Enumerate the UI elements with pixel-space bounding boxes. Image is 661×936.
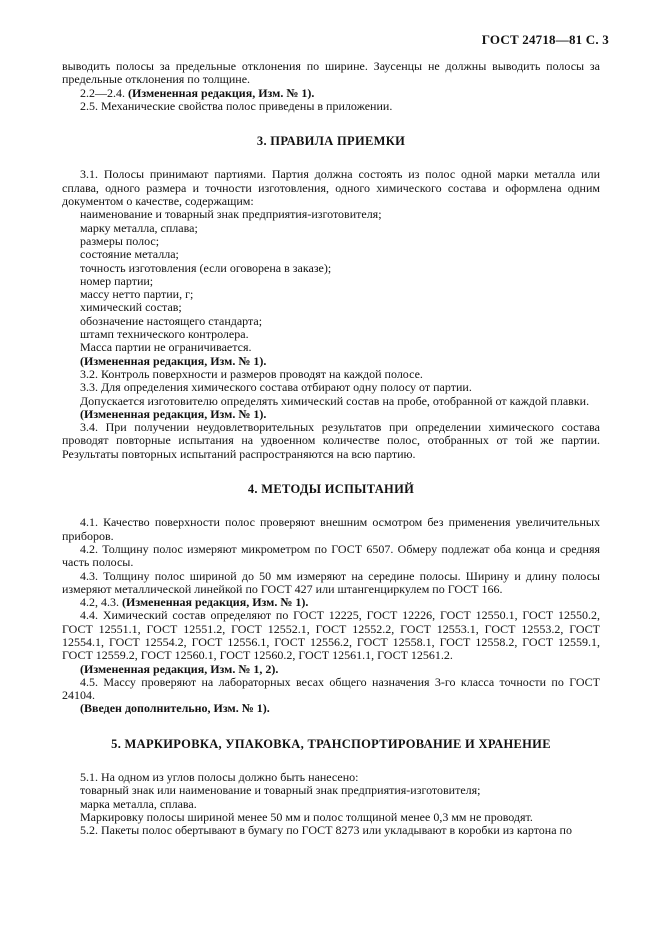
amendment-note: (Измененная редакция, Изм. № 1, 2).: [80, 661, 279, 676]
paragraph-5-1: 5.1. На одном из углов полосы должно быть нанесено:: [80, 770, 359, 785]
list-item: массу нетто партии, г;: [80, 287, 194, 302]
section-4-heading: 4. МЕТОДЫ ИСПЫТАНИЙ: [247, 482, 415, 497]
paragraph-5-1-a: товарный знак или наименование и товарный знак предприятия-изготовителя;: [80, 783, 481, 798]
amendment-note: (Измененная редакция, Изм. № 1).: [128, 85, 315, 100]
paragraph-5-1-b: марка металла, сплава.: [80, 796, 197, 811]
amendment-note: (Измененная редакция, Изм. № 1).: [122, 595, 309, 610]
page-header: ГОСТ 24718—81 С. 3: [481, 32, 609, 47]
paragraph-2-2: 2.2—2.4. (Измененная редакция, Изм. № 1).: [80, 85, 315, 100]
list-item: состояние металла;: [80, 247, 179, 262]
document-body: [62, 60, 600, 838]
list-item: наименование и товарный знак предприятия-изготовителя;: [80, 207, 382, 222]
paragraph-mass: Масса партии не ограничивается.: [80, 340, 252, 355]
list-item: размеры полос;: [80, 233, 160, 248]
paragraph-4-2: 4.2. Толщину полос измеряют микрометром по ГОСТ 6507. Обмеру подлежат оба конца и средняя часть полосы.: [62, 541, 600, 570]
paragraph-3-2: 3.2. Контроль поверхности и размеров проводят на каждой полосе.: [80, 366, 423, 381]
paragraph-4-5: 4.5. Массу проверяют на лабораторных весах общего назначения 3-го класса точности по ГОСТ 24104.: [62, 674, 600, 703]
list-item: марку металла, сплава;: [80, 220, 198, 235]
amendment-note: (Введен дополнительно, Изм. № 1).: [80, 701, 270, 716]
paragraph-3-3-b: Допускается изготовителю определять химический состав на пробе, отобранной от каждой плавки.: [80, 393, 590, 408]
paragraph-3-1: 3.1. Полосы принимают партиями. Партия должна состоять из полос одной марки металла или сплава, одного размера и точности изготовления, одного химического состава и оформлена одним документом о качестве, содержащим:: [62, 167, 600, 209]
list-item: точность изготовления (если оговорена в заказе);: [80, 260, 332, 275]
list-item: штамп технического контролера.: [80, 327, 249, 342]
amendment-note: (Измененная редакция, Изм. № 1).: [80, 406, 267, 421]
paragraph-5-2: 5.2. Пакеты полос обертывают в бумагу по ГОСТ 8273 или укладывают в коробки из картона по: [80, 823, 572, 838]
list-item: химический состав;: [80, 300, 182, 315]
paragraph-3-3: 3.3. Для определения химического состава отбирают одну полосу от партии.: [80, 380, 472, 395]
paragraph-4-1: 4.1. Качество поверхности полос проверяют внешним осмотром без применения увеличительных приборов.: [62, 515, 600, 543]
list-item: номер партии;: [80, 273, 154, 288]
paragraph-5-1-c: Маркировку полосы шириной менее 50 мм и полос толщиной менее 0,3 мм не проводят.: [80, 809, 533, 824]
section-5-heading: 5. МАРКИРОВКА, УПАКОВКА, ТРАНСПОРТИРОВАНИЕ И ХРАНЕНИЕ: [111, 736, 551, 751]
paragraph-4-4: 4.4. Химический состав определяют по ГОСТ 12225, ГОСТ 12226, ГОСТ 12550.1, ГОСТ 12550.2, ГОСТ 12551.1, ГОСТ 12551.2, ГОСТ 12552.1, ГОСТ 12552.2, ГОСТ 12553.1, ГОСТ 12553.2, ГОСТ 12554.1, ГОСТ 12554.2, ГОСТ 12556.1, ГОСТ 12556.2, ГОСТ 12558.1, ГОСТ 12558.2, ГОСТ 12559.1, ГОСТ 12559.2, ГОСТ 12560.1, ГОСТ 12560.2, ГОСТ 12561.1, ГОСТ 12561.2.: [62, 608, 600, 663]
list-item: обозначение настоящего стандарта;: [80, 313, 263, 328]
paragraph-4-3: 4.3. Толщину полос шириной до 50 мм измеряют на середине полосы. Ширину и длину полосы измеряют металлической линейкой по ГОСТ 427 или штангенциркулем по ГОСТ 166.: [62, 568, 600, 596]
paragraph-3-4: 3.4. При получении неудовлетворительных результатов при определении химического состава проводят повторные испытания на удвоенном количестве полос, отобранных от той же партии. Результаты повторных испытаний распространяются на всю партию.: [62, 420, 600, 461]
amendment-note: (Измененная редакция, Изм. № 1).: [80, 353, 267, 368]
paragraph-continuation: выводить полосы за предельные отклонения по ширине. Заусенцы не должны выводить полосы за предельные отклонения по толщине.: [62, 59, 600, 87]
paragraph-4-2-4-3: 4.2, 4.3. (Измененная редакция, Изм. № 1).: [80, 595, 309, 610]
section-3-heading: 3. ПРАВИЛА ПРИЕМКИ: [256, 134, 406, 149]
paragraph-2-5: 2.5. Механические свойства полос приведены в приложении.: [80, 98, 393, 113]
